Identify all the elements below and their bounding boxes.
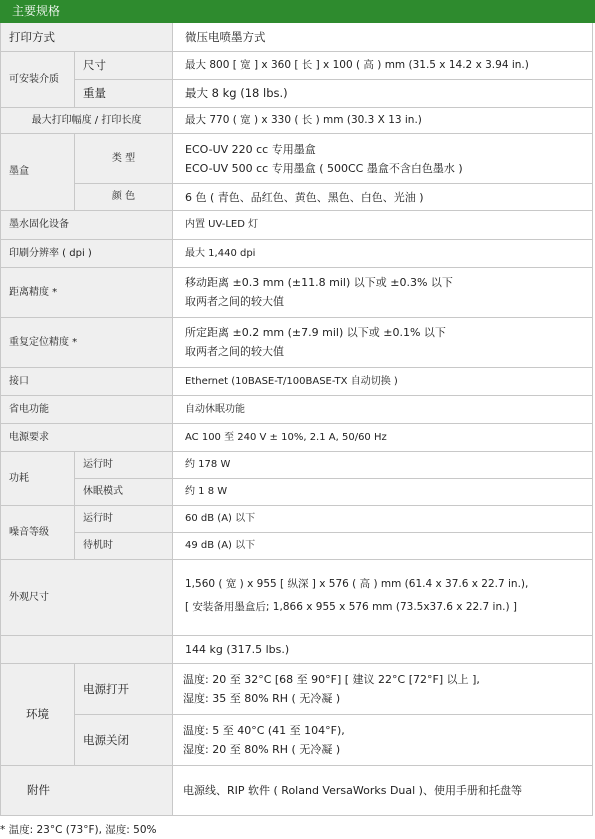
distance-accuracy-label: 距离精度 * — [0, 268, 173, 318]
ink-type-line1: ECO-UV 220 cc 专用墨盒 — [185, 143, 316, 156]
footnote: * 温度: 23°C (73°F), 湿度: 50% — [0, 824, 157, 836]
accessories-label: 附件 — [0, 766, 173, 816]
resolution-value: 最大 1,440 dpi — [173, 240, 593, 268]
ink-type-line2: ECO-UV 500 cc 专用墨盒 ( 500CC 墨盒不含白色墨水 ) — [185, 162, 463, 175]
max-print-label: 最大打印幅度 / 打印长度 — [0, 108, 173, 134]
repeat-accuracy-line1: 所定距离 ±0.2 mm (±7.9 mil) 以下或 ±0.1% 以下 — [185, 326, 446, 339]
dimensions-line1: 1,560 ( 宽 ) x 955 [ 纵深 ] x 576 ( 高 ) mm (61.4 x 37.6 x 22.7 in.), — [185, 578, 529, 590]
distance-accuracy-line2: 取两者之间的较大值 — [185, 295, 284, 308]
dimensions-label: 外观尺寸 — [0, 560, 173, 636]
repeat-accuracy-label: 重复定位精度 * — [0, 318, 173, 368]
ink-type-value — [173, 134, 593, 184]
repeat-accuracy-value — [173, 318, 593, 368]
env-off-label: 电源关闭 — [75, 715, 173, 766]
media-weight-label: 重量 — [75, 80, 173, 108]
noise-standby-value: 49 dB (A) 以下 — [173, 533, 593, 560]
curing-label: 墨水固化设备 — [0, 211, 173, 240]
env-on-value — [173, 664, 593, 715]
noise-standby-label: 待机时 — [75, 533, 173, 560]
distance-accuracy-line1: 移动距离 ±0.3 mm (±11.8 mil) 以下或 ±0.3% 以下 — [185, 276, 453, 289]
power-save-value: 自动休眠功能 — [173, 396, 593, 424]
power-req-value: AC 100 至 240 V ± 10%, 2.1 A, 50/60 Hz — [173, 424, 593, 452]
power-req-label: 电源要求 — [0, 424, 173, 452]
media-weight-value: 最大 8 kg (18 lbs.) — [173, 80, 593, 108]
accessories-value: 电源线、RIP 软件 ( Roland VersaWorks Dual )、使用手册和托盘等 — [173, 766, 593, 816]
noise-running-label: 运行时 — [75, 506, 173, 533]
ink-label: 墨盒 — [0, 134, 75, 211]
ink-color-value: 6 色 ( 青色、品红色、黄色、黑色、白色、光油 ) — [173, 184, 593, 211]
ink-type-label: 类 型 — [75, 134, 173, 184]
environment-label: 环境 — [0, 664, 75, 766]
env-on-line1: 温度: 20 至 32°C [68 至 90°F] [ 建议 22°C [72°F] 以上 ], — [183, 673, 480, 686]
spec-header: 主要规格 — [0, 0, 595, 23]
weight-label — [0, 636, 173, 664]
distance-accuracy-value — [173, 268, 593, 318]
env-on-label: 电源打开 — [75, 664, 173, 715]
power-running-label: 运行时 — [75, 452, 173, 479]
curing-value: 内置 UV-LED 灯 — [173, 211, 593, 240]
power-save-label: 省电功能 — [0, 396, 173, 424]
env-on-line2: 湿度: 35 至 80% RH ( 无冷凝 ) — [183, 692, 341, 705]
env-off-value — [173, 715, 593, 766]
noise-label: 噪音等级 — [0, 506, 75, 560]
interface-value: Ethernet (10BASE-T/100BASE-TX 自动切换 ) — [173, 368, 593, 396]
repeat-accuracy-line2: 取两者之间的较大值 — [185, 345, 284, 358]
resolution-label: 印刷分辨率 ( dpi ) — [0, 240, 173, 268]
power-sleep-value: 约 1 8 W — [173, 479, 593, 506]
media-size-value: 最大 800 [ 宽 ] x 360 [ 长 ] x 100 ( 高 ) mm (31.5 x 14.2 x 3.94 in.) — [173, 52, 593, 80]
interface-label: 接口 — [0, 368, 173, 396]
max-print-value: 最大 770 ( 宽 ) x 330 ( 长 ) mm (30.3 X 13 in.) — [173, 108, 593, 134]
dimensions-value — [173, 560, 593, 636]
print-method-value: 微压电喷墨方式 — [173, 23, 593, 52]
ink-color-label: 颜 色 — [75, 184, 173, 211]
weight-value: 144 kg (317.5 lbs.) — [173, 636, 593, 664]
power-consumption-label: 功耗 — [0, 452, 75, 506]
print-method-label: 打印方式 — [0, 23, 173, 52]
power-sleep-label: 休眠模式 — [75, 479, 173, 506]
env-off-line1: 温度: 5 至 40°C (41 至 104°F), — [183, 724, 345, 737]
power-running-value: 约 178 W — [173, 452, 593, 479]
noise-running-value: 60 dB (A) 以下 — [173, 506, 593, 533]
dimensions-line2: [ 安装备用墨盒后; 1,866 x 955 x 576 mm (73.5x37.6 x 22.7 in.) ] — [185, 601, 517, 613]
media-size-label: 尺寸 — [75, 52, 173, 80]
media-label: 可安装介质 — [0, 52, 75, 108]
env-off-line2: 湿度: 20 至 80% RH ( 无冷凝 ) — [183, 743, 341, 756]
